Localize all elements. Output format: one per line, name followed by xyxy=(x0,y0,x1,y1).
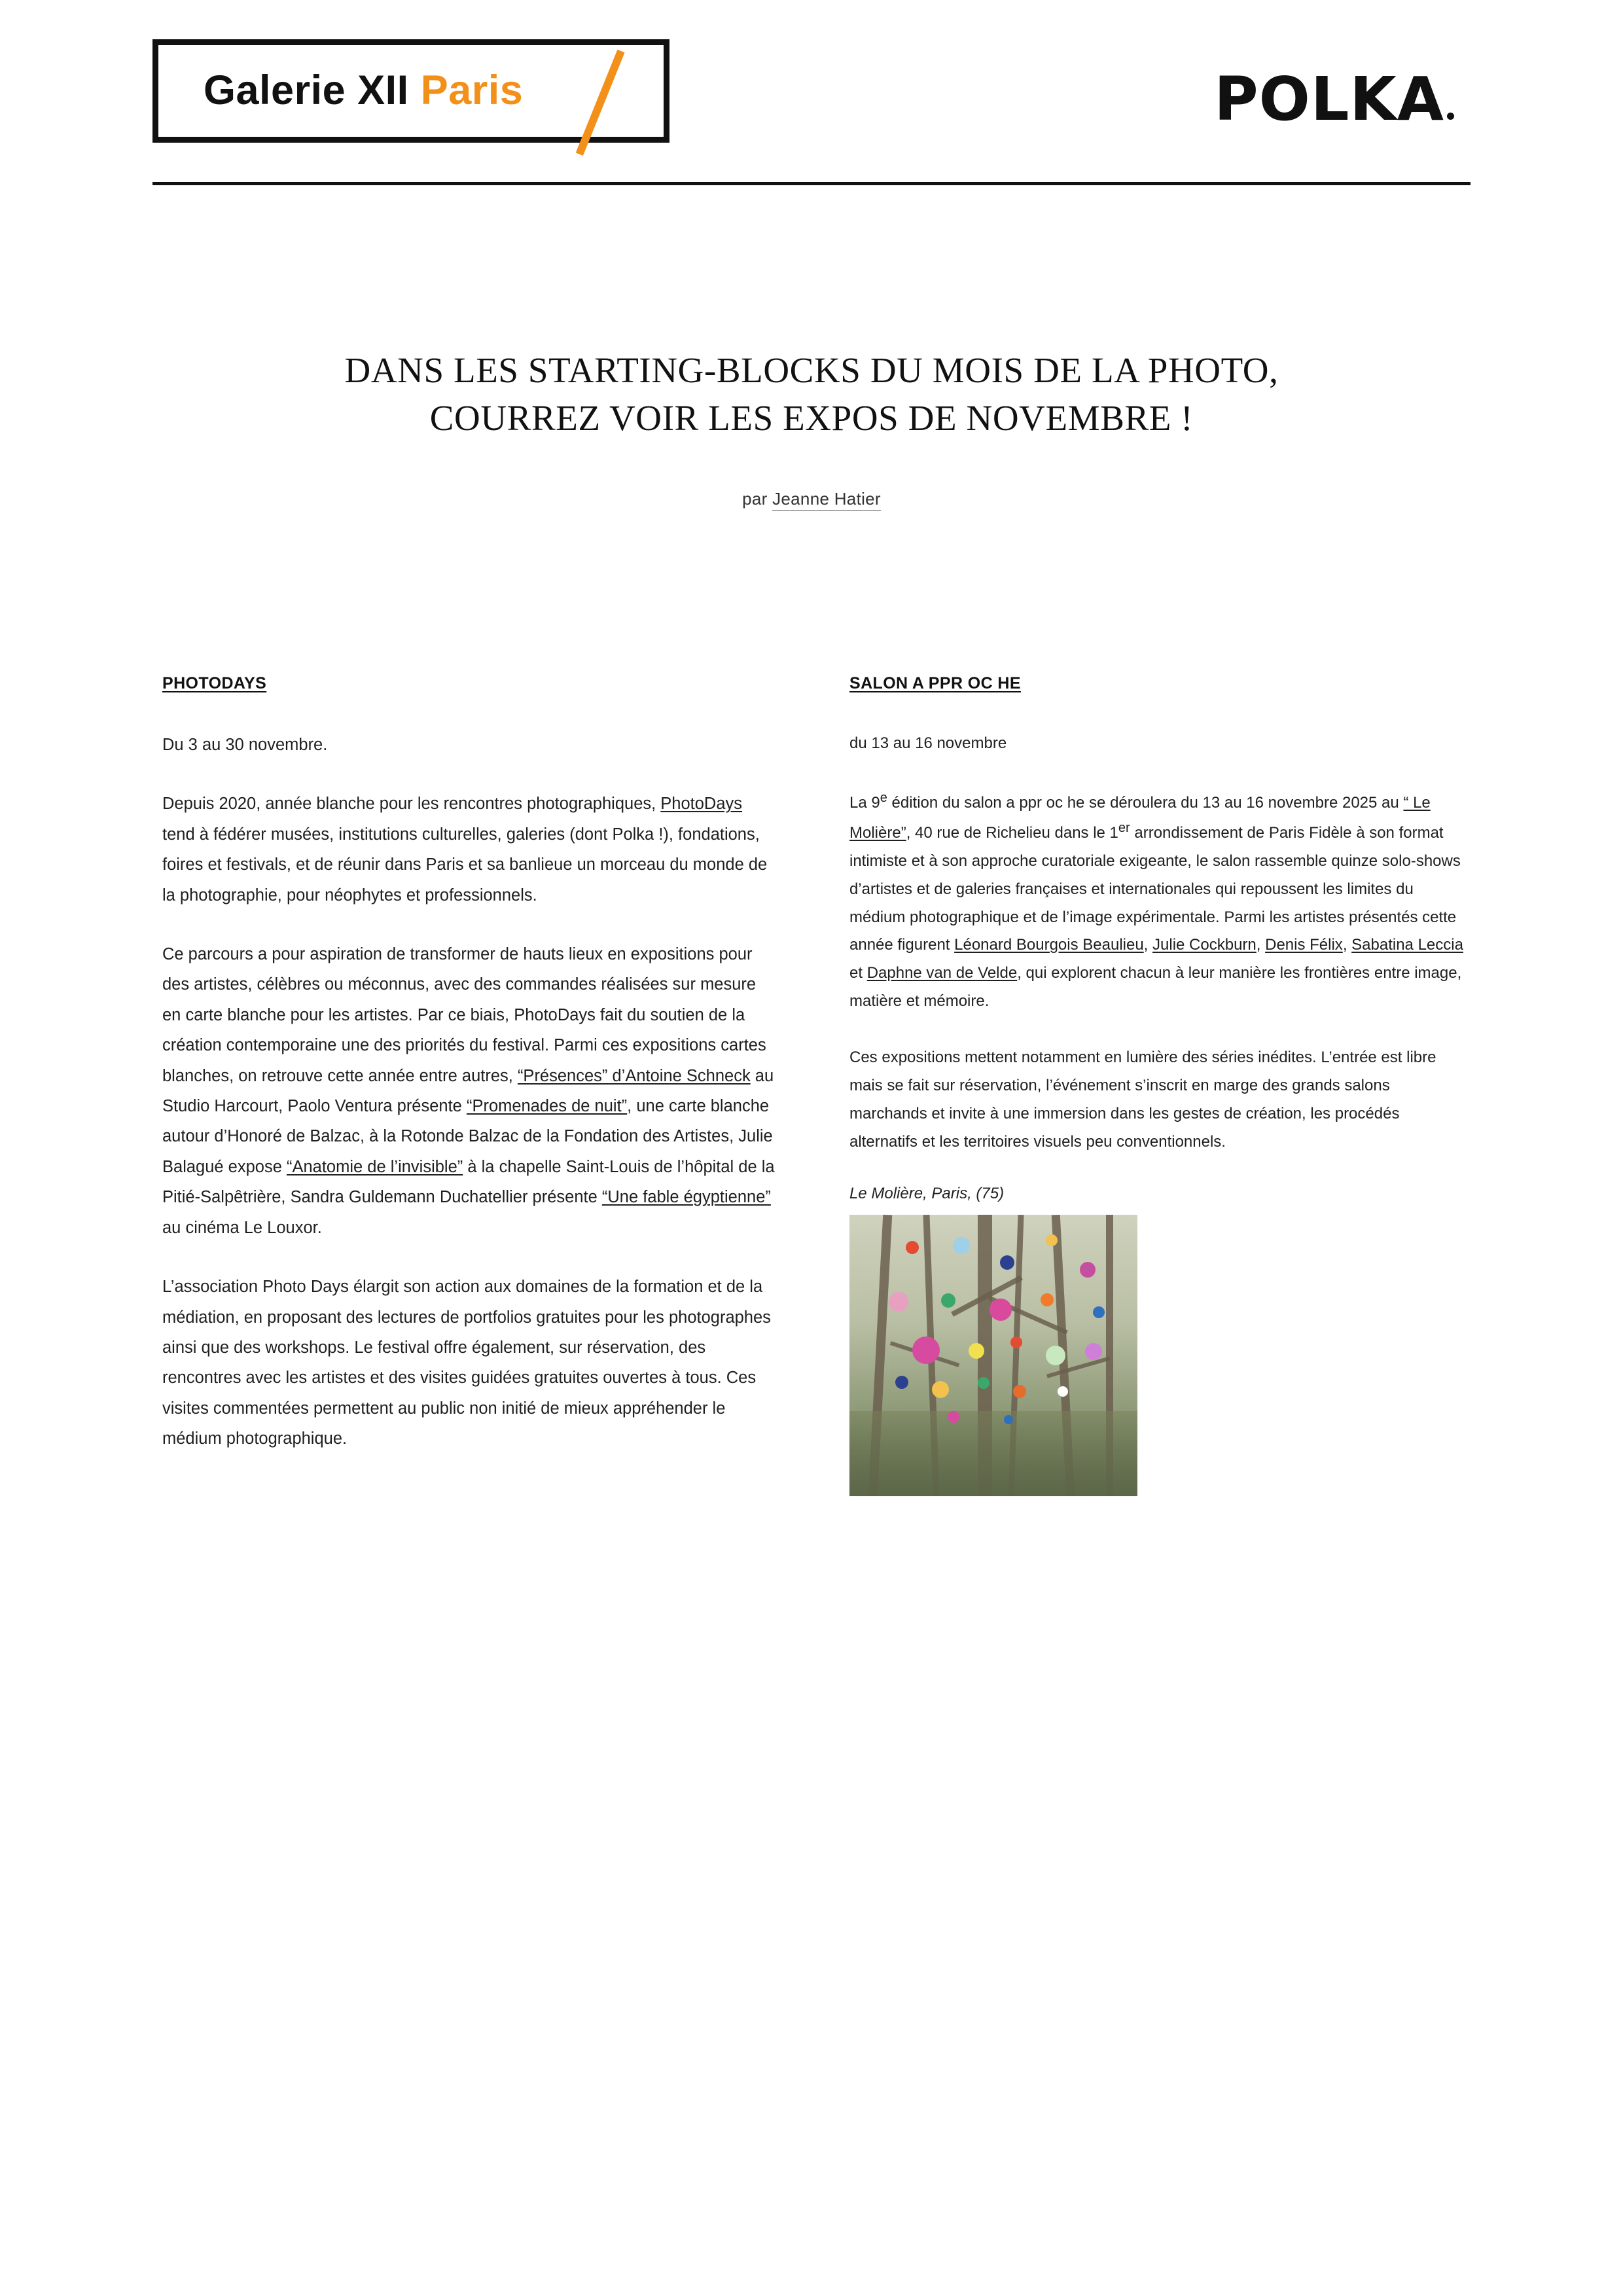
photodays-paragraph-3: L’association Photo Days élargit son action aux domaines de la formation et de la médiation, en proposant des lectures de portfolios gratuites pour les photographes ainsi que des workshops. Le festival offre également, sur réservation, des rencontres avec les artistes et des visites guidées gratuites ouvertes à tous. Ces visites commentées permettent au public non initié de mieux appréhender le médium photographique. xyxy=(162,1278,771,1448)
p2-part-5: au cinéma Le Louxor. xyxy=(162,1218,322,1237)
photodays-link[interactable]: PhotoDays xyxy=(660,795,743,814)
salon-paragraph-1 xyxy=(849,787,1465,1016)
salon-p1-part-5: , qui explorent chacun à leur manière les frontières entre image, matière et mémoire. xyxy=(849,964,1462,1010)
galerie-xii-logo xyxy=(152,39,676,151)
sep-2: , xyxy=(1256,936,1266,954)
p2-part-3: , une carte blanche autour d’Honoré de Balzac, à la Rotonde Balzac de la Fondation des Artistes, Julie Balagué expose xyxy=(162,1097,773,1176)
section-heading-salon: SALON A PPR OC HE xyxy=(849,674,1021,692)
link-promenades-de-nuit[interactable]: “Promenades de nuit” xyxy=(466,1097,628,1116)
sep-1: , xyxy=(1143,936,1153,954)
salon-p1-part-1: La 9 xyxy=(849,793,880,812)
link-fable-egyptienne[interactable]: “Une fable égyptienne” xyxy=(601,1188,771,1207)
link-artist-denis-felix[interactable]: Denis Félix xyxy=(1265,936,1343,954)
salon-p1-part-2: édition du salon a ppr oc he se déroulera du 13 au 16 novembre 2025 au xyxy=(887,793,1404,812)
artwork-image xyxy=(849,1215,1137,1496)
link-le-moliere[interactable]: “ Le Molière” xyxy=(849,793,1431,842)
polka-dot-icon xyxy=(1447,113,1454,120)
article-columns xyxy=(162,674,1465,1496)
salon-paragraph-2: Ces expositions mettent notamment en lumière des séries inédites. L’entrée est libre mais se fait sur réservation, l’événement s’inscrit en marge des grands salons marchands et invite à une immersion dans les gestes de création, les procédés alternatifs et les territoires visuels peu conventionnels. xyxy=(849,1049,1436,1151)
logo-text-accent: Paris xyxy=(420,67,524,113)
page-title xyxy=(131,347,1492,442)
p2-part-2: au Studio Harcourt, Paolo Ventura présente xyxy=(162,1066,774,1116)
salon-p1-sup-1: e xyxy=(880,790,887,805)
title-line-1: DANS LES STARTING-BLOCKS DU MOIS DE LA PHOTO, xyxy=(344,350,1279,390)
polka-logo-text: POLKA xyxy=(1214,64,1444,134)
section-heading-photodays: PHOTODAYS xyxy=(162,674,267,692)
link-artist-sabatina-leccia[interactable]: Sabatina Leccia xyxy=(1351,936,1463,954)
photodays-paragraph-1: Depuis 2020, année blanche pour les rencontres photographiques, PhotoDays tend à fédérer musées, institutions culturelles, galeries (dont Polka !), fondations, foires et festivals, et de réunir dans Paris et sa banlieue un morceau du monde de la photographie, pour néophytes et professionnels. xyxy=(162,795,768,905)
byline xyxy=(131,489,1492,509)
byline-author: Jeanne Hatier xyxy=(772,489,881,511)
photodays-paragraph-2 xyxy=(162,939,777,1243)
p2-part-1: Ce parcours a pour aspiration de transformer de hauts lieux en expositions pour des artistes, célèbres ou méconnus, avec des commandes réalisées sur mesure en carte blanche pour les artistes. Par ce biais, PhotoDays fait du soutien de la création contemporaine une des priorités du festival. Parmi ces expositions cartes blanches, on retrouve cette année entre autres, xyxy=(162,945,766,1085)
logo-text xyxy=(204,67,523,114)
logo-text-main: Galerie XII xyxy=(204,67,421,113)
p2-part-4: à la chapelle Saint-Louis de l’hôpital de la Pitié-Salpêtrière, Sandra Guldemann Duchatellier présente xyxy=(162,1157,775,1207)
column-salon-approche xyxy=(849,674,1465,1496)
salon-dates: du 13 au 16 novembre xyxy=(849,734,1007,752)
sep-4: et xyxy=(849,964,867,982)
salon-p1-sup-2: er xyxy=(1118,821,1130,836)
polka-logo xyxy=(1214,64,1454,134)
link-anatomie-invisible[interactable]: “Anatomie de l’invisible” xyxy=(286,1157,463,1176)
title-line-2: COURREZ VOIR LES EXPOS DE NOVEMBRE ! xyxy=(429,397,1194,438)
salon-p1-part-4: arrondissement de Paris Fidèle à son format intimiste et à son approche curatoriale exigeante, le salon rassemble quinze solo-shows d’artistes et de galeries françaises et internationales qui repoussent les limites du médium photographique et de l’image expérimentale. Parmi les artistes présentés cette année figurent xyxy=(849,824,1461,954)
byline-prefix: par xyxy=(742,489,773,509)
page-header xyxy=(152,39,1471,190)
link-presences-schneck[interactable]: “Présences” d’Antoine Schneck xyxy=(517,1066,751,1085)
header-divider xyxy=(152,182,1471,185)
artwork-caption: Le Molière, Paris, (75) xyxy=(849,1185,1005,1203)
salon-p1-part-3: , 40 rue de Richelieu dans le 1 xyxy=(906,824,1118,842)
link-artist-daphne-van-de-velde[interactable]: Daphne van de Velde xyxy=(866,964,1018,982)
link-artist-leonard-bourgois-beaulieu[interactable]: Léonard Bourgois Beaulieu xyxy=(954,936,1144,954)
sep-3: , xyxy=(1342,936,1352,954)
link-artist-julie-cockburn[interactable]: Julie Cockburn xyxy=(1152,936,1257,954)
article-title-block xyxy=(131,347,1492,509)
column-photodays xyxy=(162,674,777,1496)
photodays-dates: Du 3 au 30 novembre. xyxy=(162,736,328,754)
